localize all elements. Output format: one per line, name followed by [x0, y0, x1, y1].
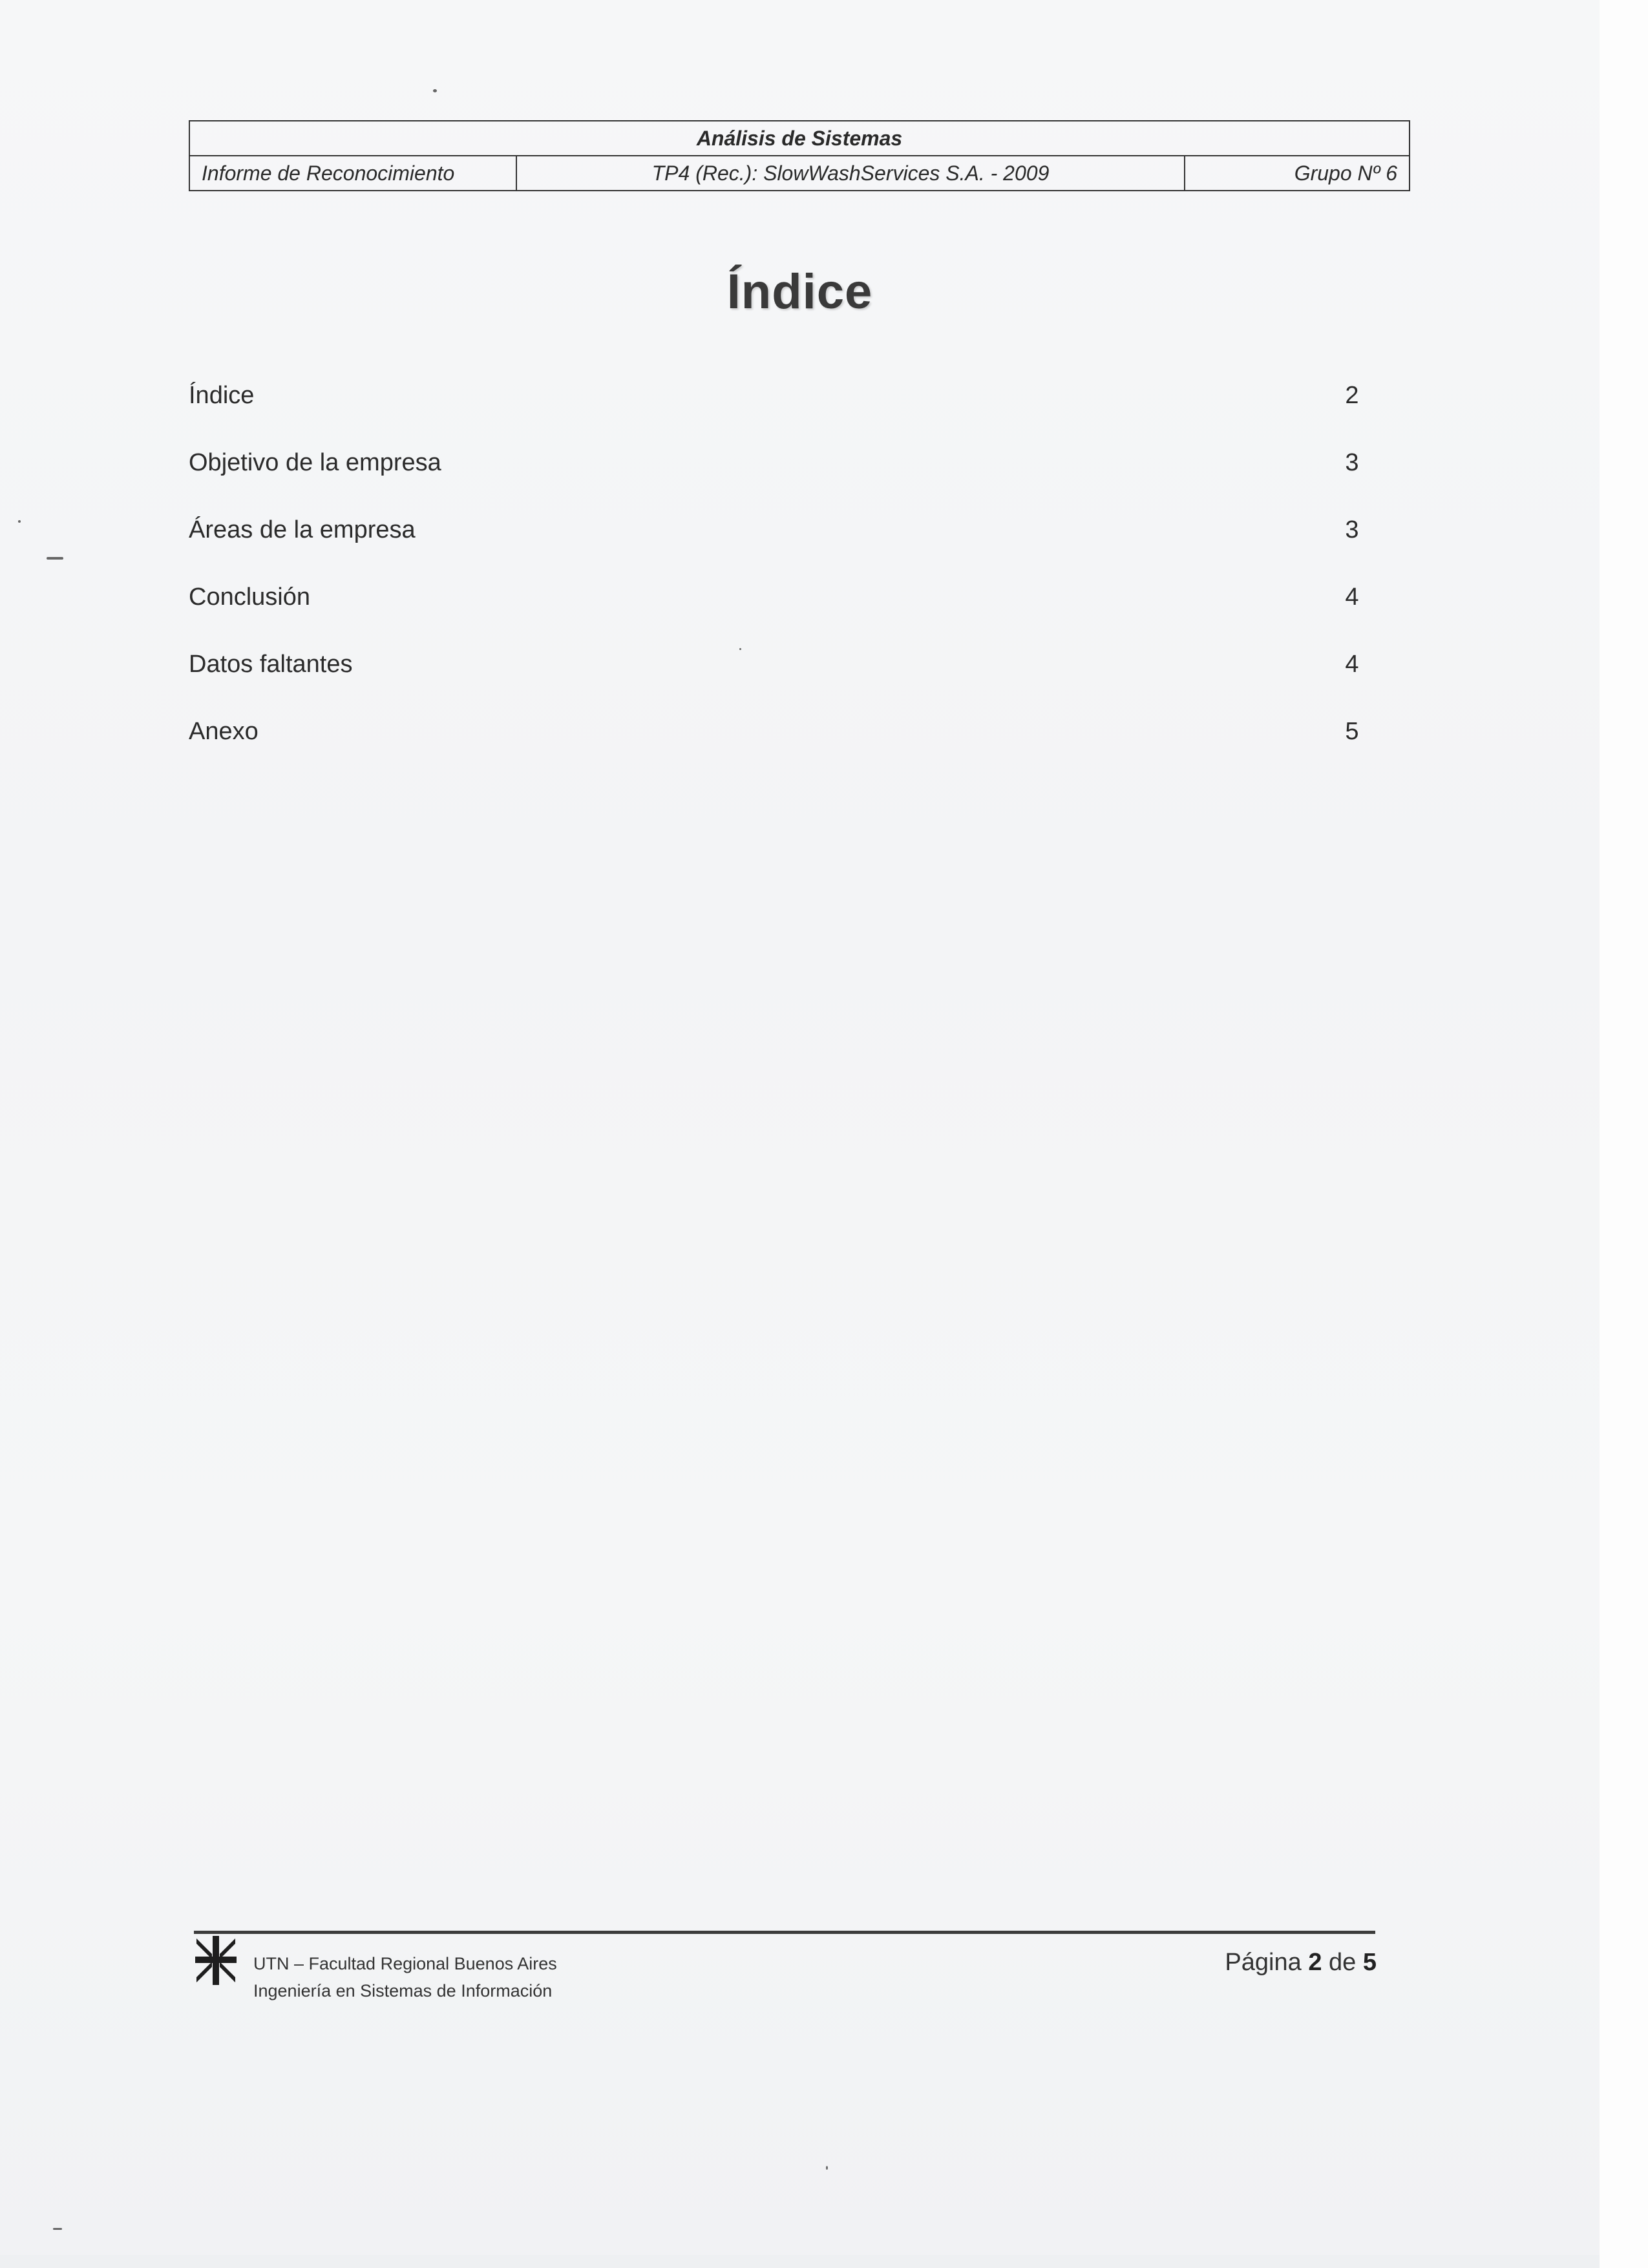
- footer-institution-line1: UTN – Facultad Regional Buenos Aires: [253, 1954, 557, 1973]
- footer-divider: [194, 1931, 1375, 1934]
- header-info-row: [189, 156, 1410, 191]
- toc-entry-label: Índice: [189, 381, 255, 409]
- page-of: de: [1329, 1949, 1357, 1976]
- page-number: [1225, 1949, 1377, 1977]
- toc-entry-label: Conclusión: [189, 583, 310, 611]
- toc-entry[interactable]: [189, 496, 1365, 563]
- scan-speck: [18, 520, 21, 523]
- page-current: 2: [1308, 1949, 1322, 1976]
- scan-speck: [433, 89, 437, 92]
- toc-entry-page: 3: [1345, 448, 1359, 476]
- page-prefix: Página: [1225, 1949, 1302, 1976]
- toc-entry-page: 2: [1345, 381, 1359, 409]
- scan-speck: [826, 2166, 828, 2170]
- course-title: Análisis de Sistemas: [189, 121, 1410, 156]
- toc-entry[interactable]: [189, 362, 1365, 429]
- scan-speck: [47, 557, 63, 560]
- footer-institution: [253, 1950, 557, 2004]
- page-total: 5: [1362, 1949, 1377, 1976]
- report-type: Informe de Reconocimiento: [189, 156, 516, 191]
- utn-logo-icon: [193, 1935, 239, 1986]
- table-of-contents: [189, 362, 1365, 765]
- toc-entry-label: Datos faltantes: [189, 650, 353, 678]
- toc-entry-page: 3: [1345, 516, 1359, 543]
- toc-entry[interactable]: [189, 429, 1365, 496]
- footer-institution-line2: Ingeniería en Sistemas de Información: [253, 1981, 553, 2000]
- scan-margin: [1600, 0, 1648, 2268]
- group-number: Grupo Nº 6: [1185, 156, 1410, 191]
- toc-entry-label: Anexo: [189, 717, 259, 745]
- toc-entry[interactable]: [189, 563, 1365, 631]
- page-title: Índice: [726, 264, 873, 319]
- toc-entry-page: 4: [1345, 650, 1359, 678]
- toc-entry-page: 5: [1345, 717, 1359, 745]
- toc-entry-label: Áreas de la empresa: [189, 516, 416, 543]
- scan-speck: [53, 2228, 62, 2230]
- assignment-title: TP4 (Rec.): SlowWashServices S.A. - 2009: [516, 156, 1185, 191]
- toc-entry-page: 4: [1345, 583, 1359, 611]
- toc-entry-label: Objetivo de la empresa: [189, 448, 441, 476]
- toc-entry[interactable]: [189, 698, 1365, 765]
- header-table: [189, 120, 1410, 191]
- toc-entry[interactable]: [189, 631, 1365, 698]
- header-title-row: [189, 121, 1410, 156]
- scan-speck: [739, 648, 741, 650]
